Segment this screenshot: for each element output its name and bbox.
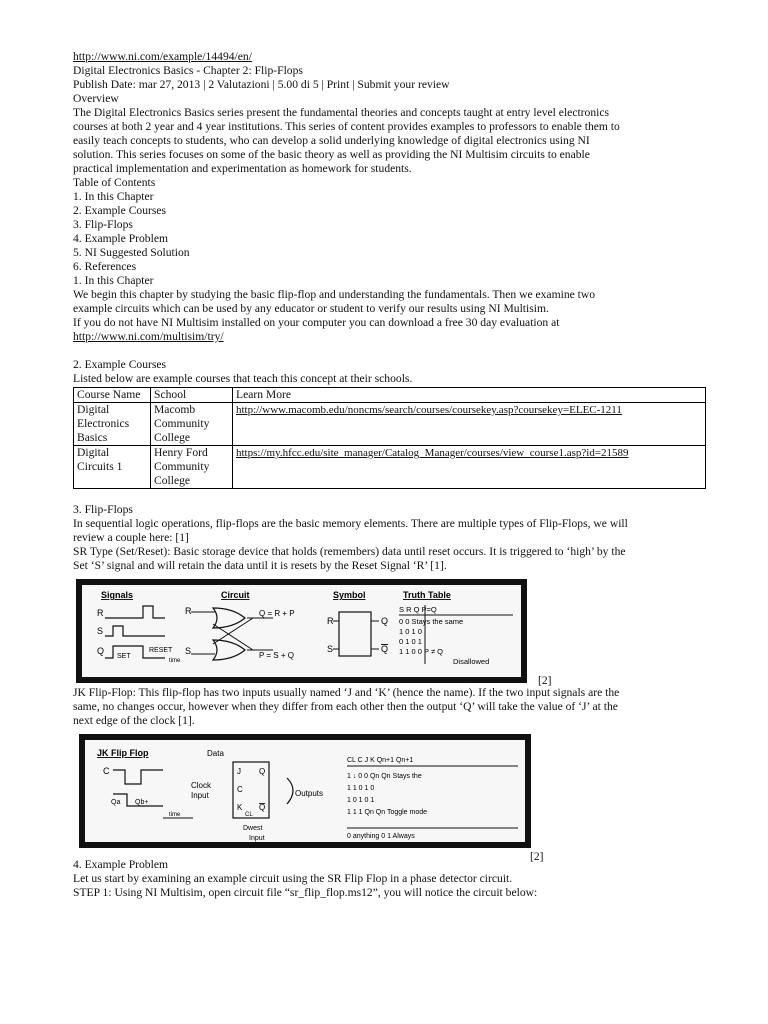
learn-more-cell [233,446,706,489]
section1-line: example circuits which can be used by any educator or student to verify our results using NI Multisim. [73,302,549,315]
multisim-trial-link[interactable]: http://www.ni.com/multisim/try/ [73,330,224,343]
section4-line: Let us start by examining an example circuit using the SR Flip Flop in a phase detector circuit. [73,872,513,885]
symbol-q-label: Q [381,616,389,626]
symbol-qbar-label: Q [381,644,389,654]
cell-line: Basics [77,431,108,444]
toc-item: 3. Flip-Flops [73,218,133,231]
school-cell [151,403,233,446]
header-label: Course Name [77,388,141,401]
section1-line: If you do not have NI Multisim installed on your computer you can download a free 30 day evaluation at [73,316,560,329]
truth-table-row: 1 0 1 0 [399,627,422,636]
table-row [74,403,706,446]
signal-q-label: Q [97,646,105,656]
symbol-s-label: S [327,644,334,654]
gate-s-label: S [185,646,192,656]
clock-label: Clock [191,781,212,790]
publish-info: Publish Date: mar 27, 2013 | 2 Valutazioni | 5.00 di 5 | Print | Submit your review [73,78,450,91]
jk-truth-table-row: 1 1 0 1 0 [347,785,375,792]
toc-item: 5. NI Suggested Solution [73,246,190,259]
jk-line: next edge of the clock [1]. [73,714,195,727]
document-page [73,50,713,900]
jk-truth-table-row: 1 0 1 0 1 [347,797,375,804]
jk-line: JK Flip-Flop: This flip-flop has two inputs usually named ‘J and ‘K’ (hence the name). If the two input signals are the [73,686,620,699]
toc-item: 2. Example Courses [73,204,167,217]
jk-truth-table-header: CL C J K Qn+1 Qn+1 [347,757,414,764]
signal-r-label: R [97,608,104,618]
document-title: Digital Electronics Basics - Chapter 2: Flip-Flops [73,64,303,77]
dwest-label: Dwest [243,825,263,832]
jk-figure-citation: [2] [530,850,544,863]
cell-line: Community [154,460,210,473]
section3-line: In sequential logic operations, flip-flops are the basic memory elements. There are multiple types of Flip-Flops, we will [73,517,628,530]
table-header-row [74,388,706,403]
qa-label: Qa [111,799,121,806]
course-cell [74,403,151,446]
output-q-expression: Q = R + P [259,609,295,618]
school-cell [151,446,233,489]
cell-line: College [154,431,191,444]
cell-line: College [154,474,191,487]
sr-flip-flop-figure [73,578,713,686]
dwest-input-label: Input [249,835,265,842]
overview-heading: Overview [73,92,119,105]
ff-c-label: C [237,785,243,794]
time-label: time [169,812,181,818]
ff-cl-label: CL [245,812,253,818]
jk-title: JK Flip Flop [97,748,149,758]
jk-truth-table-row: 1 1 1 Qn Qn Toggle mode [347,809,428,816]
toc-item: 4. Example Problem [73,232,168,245]
header-label: Learn More [236,388,292,401]
signals-label: Signals [101,590,134,600]
qb-label: Qb+ [135,799,149,806]
header-cell-school [151,388,233,403]
hfcc-course-link[interactable]: https://my.hfcc.edu/site_manager/Catalog_Manager/courses/view_course1.asp?id=21589 [236,447,629,459]
section1-line: We begin this chapter by studying the basic flip-flop and understanding the fundamentals. Then we examine two [73,288,596,301]
spacer [73,489,713,503]
output-p-expression: P = S + Q [259,651,294,660]
ff-k-label: K [237,803,243,812]
section3-line: review a couple here: [1] [73,531,189,544]
overview-line: practical implementation and experimentation as homework for students. [73,162,412,175]
truth-table-label: Truth Table [403,590,451,600]
symbol-r-label: R [327,616,334,626]
jk-truth-table-row: 1 ↓ 0 0 Qn Qn Stays the [347,773,422,780]
overview-line: courses at both 2 year and 4 year institutions. This series of content provides examples to professors to enable them to [73,120,620,133]
header-label: School [154,388,187,401]
spacer [73,344,713,358]
jk-c-label: C [103,766,110,776]
gate-r-label: R [185,606,192,616]
cell-line: Community [154,417,210,430]
jk-line: same, no changes occur, however when they differ from each other then the output ‘Q’ will take the value of ‘J’ at the [73,700,618,713]
section2-heading: 2. Example Courses [73,358,167,371]
header-cell-learn-more [233,388,706,403]
overview-line: The Digital Electronics Basics series present the fundamental theories and concepts taught at entry level electronics [73,106,610,119]
cell-line: Digital [77,446,110,459]
clock-input-label: Input [191,791,209,800]
overview-line: easily teach concepts to students, who can develop a solid underlying knowledge of digital electronics using NI [73,134,590,147]
section2-intro: Listed below are example courses that teach this concept at their schools. [73,372,413,385]
toc-heading: Table of Contents [73,176,156,189]
ff-qbar-label: Q [259,803,266,812]
cell-line: Digital [77,403,110,416]
cell-line: Circuits 1 [77,460,123,473]
jk-truth-table-row: 0 anything 0 1 Always [347,833,415,840]
truth-table-header: S R Q P=Q [399,605,437,614]
circuit-label: Circuit [221,590,250,600]
header-cell-course [74,388,151,403]
section3-line: Set ‘S’ signal and will retain the data until it is resets by the Reset Signal ‘R’ [1]. [73,559,447,572]
reset-label: RESET [149,647,173,654]
course-cell [74,446,151,489]
truth-table-row: 0 0 Stays the same [399,617,464,626]
cell-line: Macomb [154,403,196,416]
outputs-label: Outputs [295,789,324,798]
jk-flip-flop-diagram [73,734,673,858]
section4-heading: 4. Example Problem [73,858,168,871]
sr-figure-citation: [2] [538,674,552,687]
signal-s-label: S [97,626,104,636]
source-url-link[interactable]: http://www.ni.com/example/14494/en/ [73,50,252,63]
truth-table-row: 0 1 0 1 [399,637,422,646]
cell-line: Henry Ford [154,446,208,459]
courses-table [73,387,706,489]
table-row [74,446,706,489]
data-label: Data [207,749,224,758]
cell-line: Electronics [77,417,130,430]
sr-flip-flop-diagram [73,578,673,686]
learn-more-cell [233,403,706,446]
section4-line: STEP 1: Using NI Multisim, open circuit file “sr_flip_flop.ms12”, you will notice the circuit below: [73,886,538,899]
section3-line: SR Type (Set/Reset): Basic storage device that holds (remembers) data until reset occurs. It is triggered to ‘high’ by the [73,545,626,558]
toc-item: 1. In this Chapter [73,190,154,203]
disallowed-label: Disallowed [453,657,490,666]
toc-item: 6. References [73,260,137,273]
ff-q-label: Q [259,767,266,776]
time-label: time [169,658,181,664]
section1-heading: 1. In this Chapter [73,274,154,287]
section3-heading: 3. Flip-Flops [73,503,133,516]
overview-line: solution. This series focuses on some of the basic theory as well as providing the NI Multisim circuits to enable [73,148,590,161]
ff-j-label: J [237,767,241,776]
truth-table-row: 1 1 0 0 P ≠ Q [399,647,444,656]
jk-flip-flop-figure [73,734,713,863]
set-label: SET [117,653,131,660]
macomb-course-link[interactable]: http://www.macomb.edu/noncms/search/courses/coursekey.asp?coursekey=ELEC-1211 [236,404,622,416]
symbol-label: Symbol [333,590,366,600]
